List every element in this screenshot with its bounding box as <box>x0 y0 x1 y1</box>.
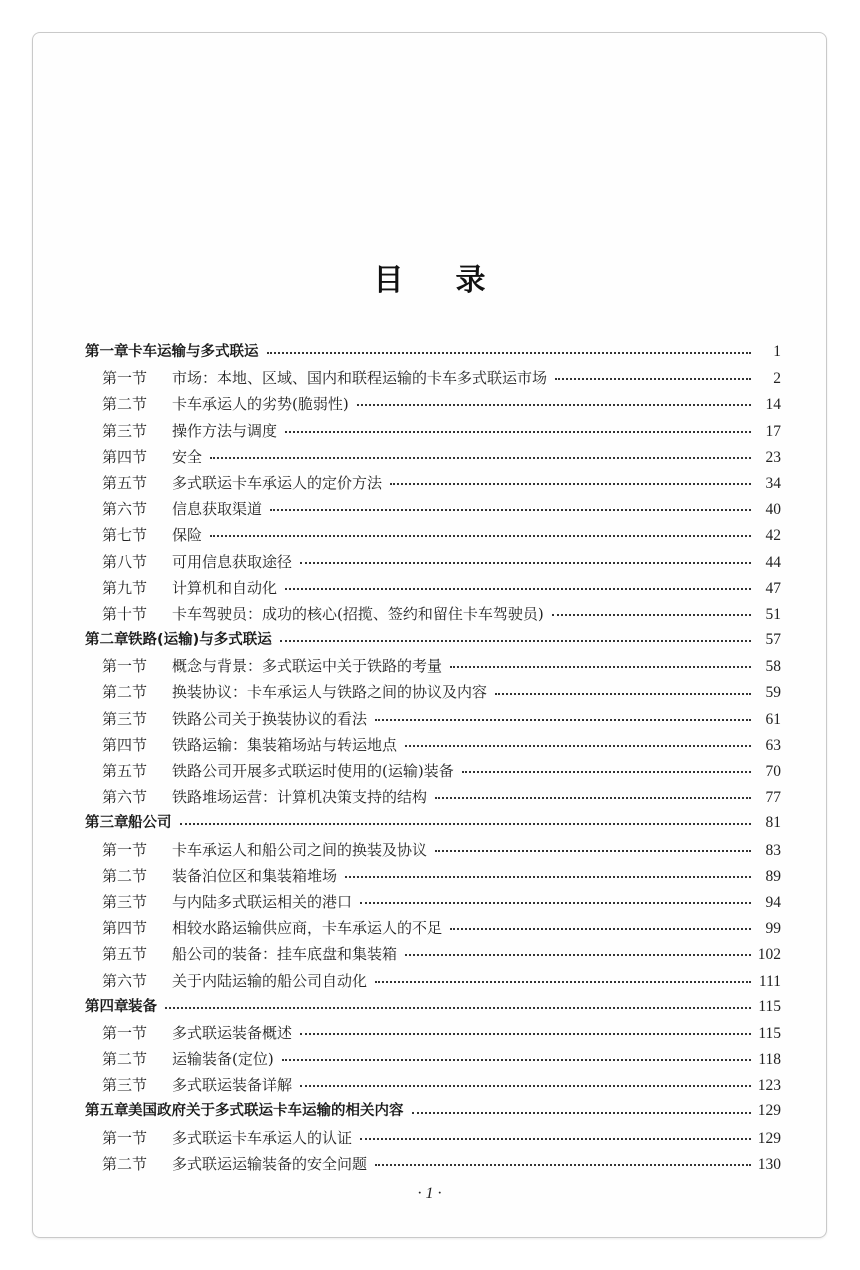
toc-section-entry <box>85 549 781 575</box>
page-reference: 1 <box>773 343 781 360</box>
toc-section-entry <box>85 1125 781 1151</box>
section-label: 第四节 <box>102 735 148 754</box>
section-label: 第五节 <box>102 945 148 964</box>
page-reference: 115 <box>758 997 781 1015</box>
section-label: 第三节 <box>102 421 148 440</box>
toc-section-entry <box>85 1072 781 1098</box>
toc-section-entry <box>85 706 781 732</box>
page-reference: 81 <box>765 814 781 832</box>
section-label: 第七节 <box>102 526 148 545</box>
page-reference: 47 <box>765 579 781 597</box>
page-reference: 129 <box>757 1129 781 1147</box>
toc-section-entry <box>85 863 781 889</box>
page-reference: 129 <box>757 1102 781 1120</box>
section-title: 铁路堆场运营：计算机决策支持的结构 <box>172 788 428 807</box>
page-reference: 2 <box>773 370 781 388</box>
dot-leader <box>390 478 751 488</box>
section-title: 铁路公司关于换装协议的看法 <box>172 709 368 728</box>
page-reference: 123 <box>757 1077 781 1095</box>
section-label: 第六节 <box>102 788 148 807</box>
toc-chapter-entry <box>85 1098 781 1124</box>
section-title: 船公司的装备：挂车底盘和集装箱 <box>172 945 398 964</box>
section-title: 换装协议：卡车承运人与铁路之间的协议及内容 <box>172 683 488 702</box>
toc-section-entry <box>85 837 781 863</box>
toc-section-entry <box>85 391 781 417</box>
chapter-title: 卡车运输与多式联运 <box>128 344 259 360</box>
section-title: 关于内陆运输的船公司自动化 <box>172 971 368 990</box>
dot-leader <box>450 923 751 933</box>
chapter-title: 装备 <box>128 998 157 1015</box>
chapter-label: 第五章 <box>85 1103 129 1120</box>
section-title: 信息获取渠道 <box>172 500 263 519</box>
dot-leader <box>450 661 751 671</box>
chapter-title: 美国政府关于多式联运卡车运输的相关内容 <box>128 1103 404 1120</box>
dot-leader <box>360 1133 751 1143</box>
section-label: 第二节 <box>102 866 148 885</box>
page-reference: 23 <box>765 448 781 466</box>
dot-leader <box>552 609 751 619</box>
toc-section-entry <box>85 418 781 444</box>
section-title: 与内陆多式联运相关的港口 <box>172 892 353 911</box>
section-title: 安全 <box>172 447 203 466</box>
section-label: 第十节 <box>102 604 148 623</box>
page-reference: 34 <box>765 474 781 492</box>
page-reference: 111 <box>758 972 781 990</box>
dot-leader <box>435 792 751 802</box>
dot-leader <box>375 976 751 986</box>
dot-leader <box>495 688 751 698</box>
document-page <box>32 32 827 1238</box>
page-reference: 83 <box>765 841 781 859</box>
toc-chapter-entry <box>85 627 781 653</box>
dot-leader <box>375 1159 751 1169</box>
chapter-label: 第一章 <box>85 344 129 360</box>
page-reference: 61 <box>765 710 781 728</box>
page-reference: 115 <box>758 1024 781 1042</box>
toc-chapter-entry <box>85 994 781 1020</box>
section-label: 第一节 <box>102 369 148 388</box>
toc-section-entry <box>85 444 781 470</box>
toc-section-entry <box>85 1046 781 1072</box>
toc-chapter-entry <box>85 339 781 365</box>
chapter-title: 船公司 <box>128 815 172 832</box>
chapter-label: 第二章 <box>85 632 129 649</box>
section-label: 第六节 <box>102 500 148 519</box>
dot-leader <box>180 818 752 828</box>
dot-leader <box>280 635 751 645</box>
page-reference: 58 <box>765 658 781 676</box>
dot-leader <box>267 347 752 357</box>
chapter-title: 铁路(运输)与多式联运 <box>128 632 272 649</box>
section-title: 多式联运卡车承运人的定价方法 <box>172 473 383 492</box>
toc-section-entry <box>85 522 781 548</box>
page-reference: 14 <box>765 396 781 414</box>
section-label: 第三节 <box>102 892 148 911</box>
page-reference: 89 <box>765 867 781 885</box>
dot-leader <box>285 426 751 436</box>
section-title: 卡车承运人的劣势(脆弱性) <box>172 395 349 414</box>
dot-leader <box>345 871 751 881</box>
dot-leader <box>300 1080 751 1090</box>
section-label: 第三节 <box>102 1076 148 1095</box>
toc-section-entry <box>85 496 781 522</box>
section-title: 多式联运卡车承运人的认证 <box>172 1128 353 1147</box>
dot-leader <box>435 845 751 855</box>
dot-leader <box>270 504 751 514</box>
section-title: 计算机和自动化 <box>172 578 278 597</box>
toc-section-entry <box>85 758 781 784</box>
section-label: 第一节 <box>102 657 148 676</box>
section-label: 第二节 <box>102 1050 148 1069</box>
toc-section-entry <box>85 653 781 679</box>
section-title: 装备泊位区和集装箱堆场 <box>172 866 338 885</box>
section-title: 运输装备(定位) <box>172 1050 274 1069</box>
dot-leader <box>360 897 751 907</box>
section-label: 第一节 <box>102 1023 148 1042</box>
section-label: 第八节 <box>102 552 148 571</box>
section-label: 第五节 <box>102 473 148 492</box>
dot-leader <box>357 399 751 409</box>
toc-section-entry <box>85 889 781 915</box>
dot-leader <box>405 740 751 750</box>
toc-section-entry <box>85 968 781 994</box>
section-title: 多式联运装备详解 <box>172 1076 293 1095</box>
dot-leader <box>210 530 751 540</box>
section-title: 保险 <box>172 526 203 545</box>
toc-section-entry <box>85 575 781 601</box>
toc-chapter-entry <box>85 810 781 836</box>
section-title: 相较水路运输供应商，卡车承运人的不足 <box>172 919 443 938</box>
section-label: 第二节 <box>102 395 148 414</box>
page-reference: 63 <box>765 736 781 754</box>
section-title: 卡车驾驶员：成功的核心(招揽、签约和留住卡车驾驶员) <box>172 604 544 623</box>
dot-leader <box>462 766 751 776</box>
toc-section-entry <box>85 784 781 810</box>
page-reference: 70 <box>765 763 781 780</box>
chapter-label: 第三章 <box>85 815 129 832</box>
section-title: 铁路运输：集装箱场站与转运地点 <box>172 735 398 754</box>
toc-section-entry <box>85 1151 781 1177</box>
page-reference: 94 <box>765 893 781 911</box>
page-reference: 44 <box>765 553 781 571</box>
page-title: 目录 <box>373 263 538 298</box>
section-title: 市场：本地、区域、国内和联程运输的卡车多式联运市场 <box>172 369 548 388</box>
chapter-label: 第四章 <box>85 998 129 1015</box>
section-label: 第一节 <box>102 1128 148 1147</box>
dot-leader <box>165 1002 751 1012</box>
dot-leader <box>285 583 751 593</box>
page-reference: 59 <box>765 684 781 702</box>
dot-leader <box>375 714 751 724</box>
page-reference: 40 <box>765 501 781 519</box>
section-title: 铁路公司开展多式联运时使用的(运输)装备 <box>172 762 454 780</box>
section-title: 可用信息获取途径 <box>172 552 293 571</box>
section-title: 操作方法与调度 <box>172 421 278 440</box>
section-title: 概念与背景：多式联运中关于铁路的考量 <box>172 657 443 676</box>
page-number-footer: · 1 · <box>417 1185 442 1202</box>
page-reference: 102 <box>757 946 781 964</box>
page-reference: 42 <box>765 527 781 545</box>
dot-leader <box>210 452 751 462</box>
page-reference: 51 <box>765 605 781 623</box>
section-title: 多式联运运输装备的安全问题 <box>172 1154 368 1173</box>
dot-leader <box>405 949 751 959</box>
section-label: 第六节 <box>102 971 148 990</box>
dot-leader <box>412 1107 752 1117</box>
section-title: 多式联运装备概述 <box>172 1023 293 1042</box>
toc-section-entry <box>85 679 781 705</box>
toc-section-entry <box>85 732 781 758</box>
toc-section-entry <box>85 601 781 627</box>
page-reference: 57 <box>765 631 781 649</box>
section-label: 第一节 <box>102 840 148 859</box>
page-reference: 17 <box>765 422 781 440</box>
section-label: 第五节 <box>102 762 148 780</box>
toc-section-entry <box>85 1020 781 1046</box>
toc-section-entry <box>85 470 781 496</box>
section-label: 第二节 <box>102 683 148 702</box>
page-reference: 99 <box>765 920 781 938</box>
dot-leader <box>555 373 751 383</box>
page-reference: 77 <box>765 789 781 807</box>
dot-leader <box>282 1054 751 1064</box>
table-of-contents <box>85 339 781 1177</box>
section-label: 第三节 <box>102 709 148 728</box>
toc-section-entry <box>85 365 781 391</box>
section-label: 第四节 <box>102 919 148 938</box>
section-label: 第九节 <box>102 578 148 597</box>
toc-section-entry <box>85 941 781 967</box>
section-label: 第二节 <box>102 1154 148 1173</box>
dot-leader <box>300 557 751 567</box>
section-title: 卡车承运人和船公司之间的换装及协议 <box>172 840 428 859</box>
page-reference: 130 <box>757 1155 781 1173</box>
page-reference: 118 <box>758 1051 781 1069</box>
dot-leader <box>300 1028 751 1038</box>
section-label: 第四节 <box>102 447 148 466</box>
toc-section-entry <box>85 915 781 941</box>
